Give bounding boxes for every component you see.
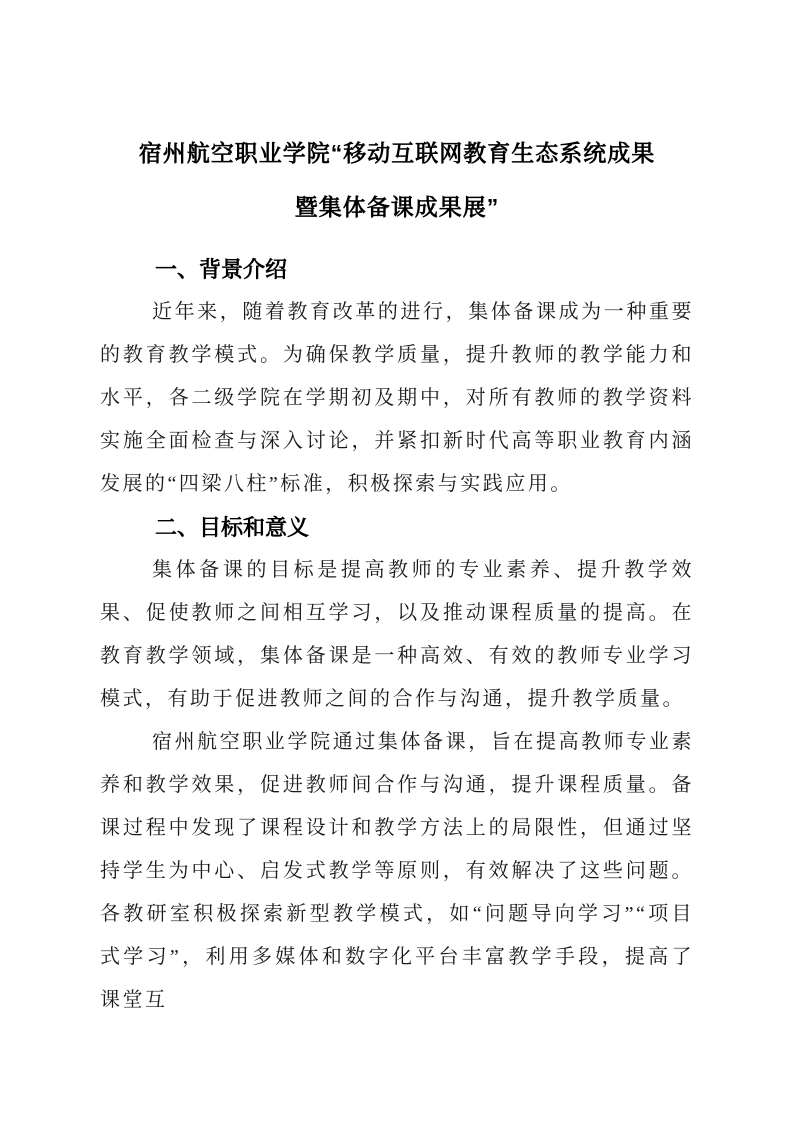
document-title-line-2: 暨集体备课成果展” — [294, 194, 500, 220]
document-content — [100, 126, 694, 1022]
document-title-line-1: 宿州航空职业学院“移动互联网教育生态系统成果 — [138, 140, 656, 166]
section-heading-goals: 二、目标和意义 — [155, 515, 310, 540]
document-title — [100, 126, 694, 234]
paragraph-goals-2: 宿州航空职业学院通过集体备课，旨在提高教师专业素养和教学效果，促进教师间合作与沟通，提升课程质量。备课过程中发现了课程设计和教学方法上的局限性，但通过坚持学生为中心、启发式教学等原则，有效解决了这些问题。各教研室积极探索新型教学模式，如“问题导向学习”“项目式学习”，利用多媒体和数字化平台丰富教学手段，提高了课堂互 — [100, 731, 694, 1011]
paragraph-goals-1: 集体备课的目标是提高教师的专业素养、提升教学效果、促使教师之间相互学习，以及推动课程质量的提高。在教育教学领域，集体备课是一种高效、有效的教师专业学习模式，有助于促进教师之间的合作与沟通，提升教学质量。 — [100, 559, 694, 710]
section-heading-background: 一、背景介绍 — [155, 257, 288, 282]
paragraph-background-intro: 近年来，随着教育改革的进行，集体备课成为一种重要的教育教学模式。为确保教学质量，提升教师的教学能力和水平，各二级学院在学期初及期中，对所有教师的教学资料实施全面检查与深入讨论，并紧扣新时代高等职业教育内涵发展的“四梁八柱”标准，积极探索与实践应用。 — [100, 301, 694, 495]
